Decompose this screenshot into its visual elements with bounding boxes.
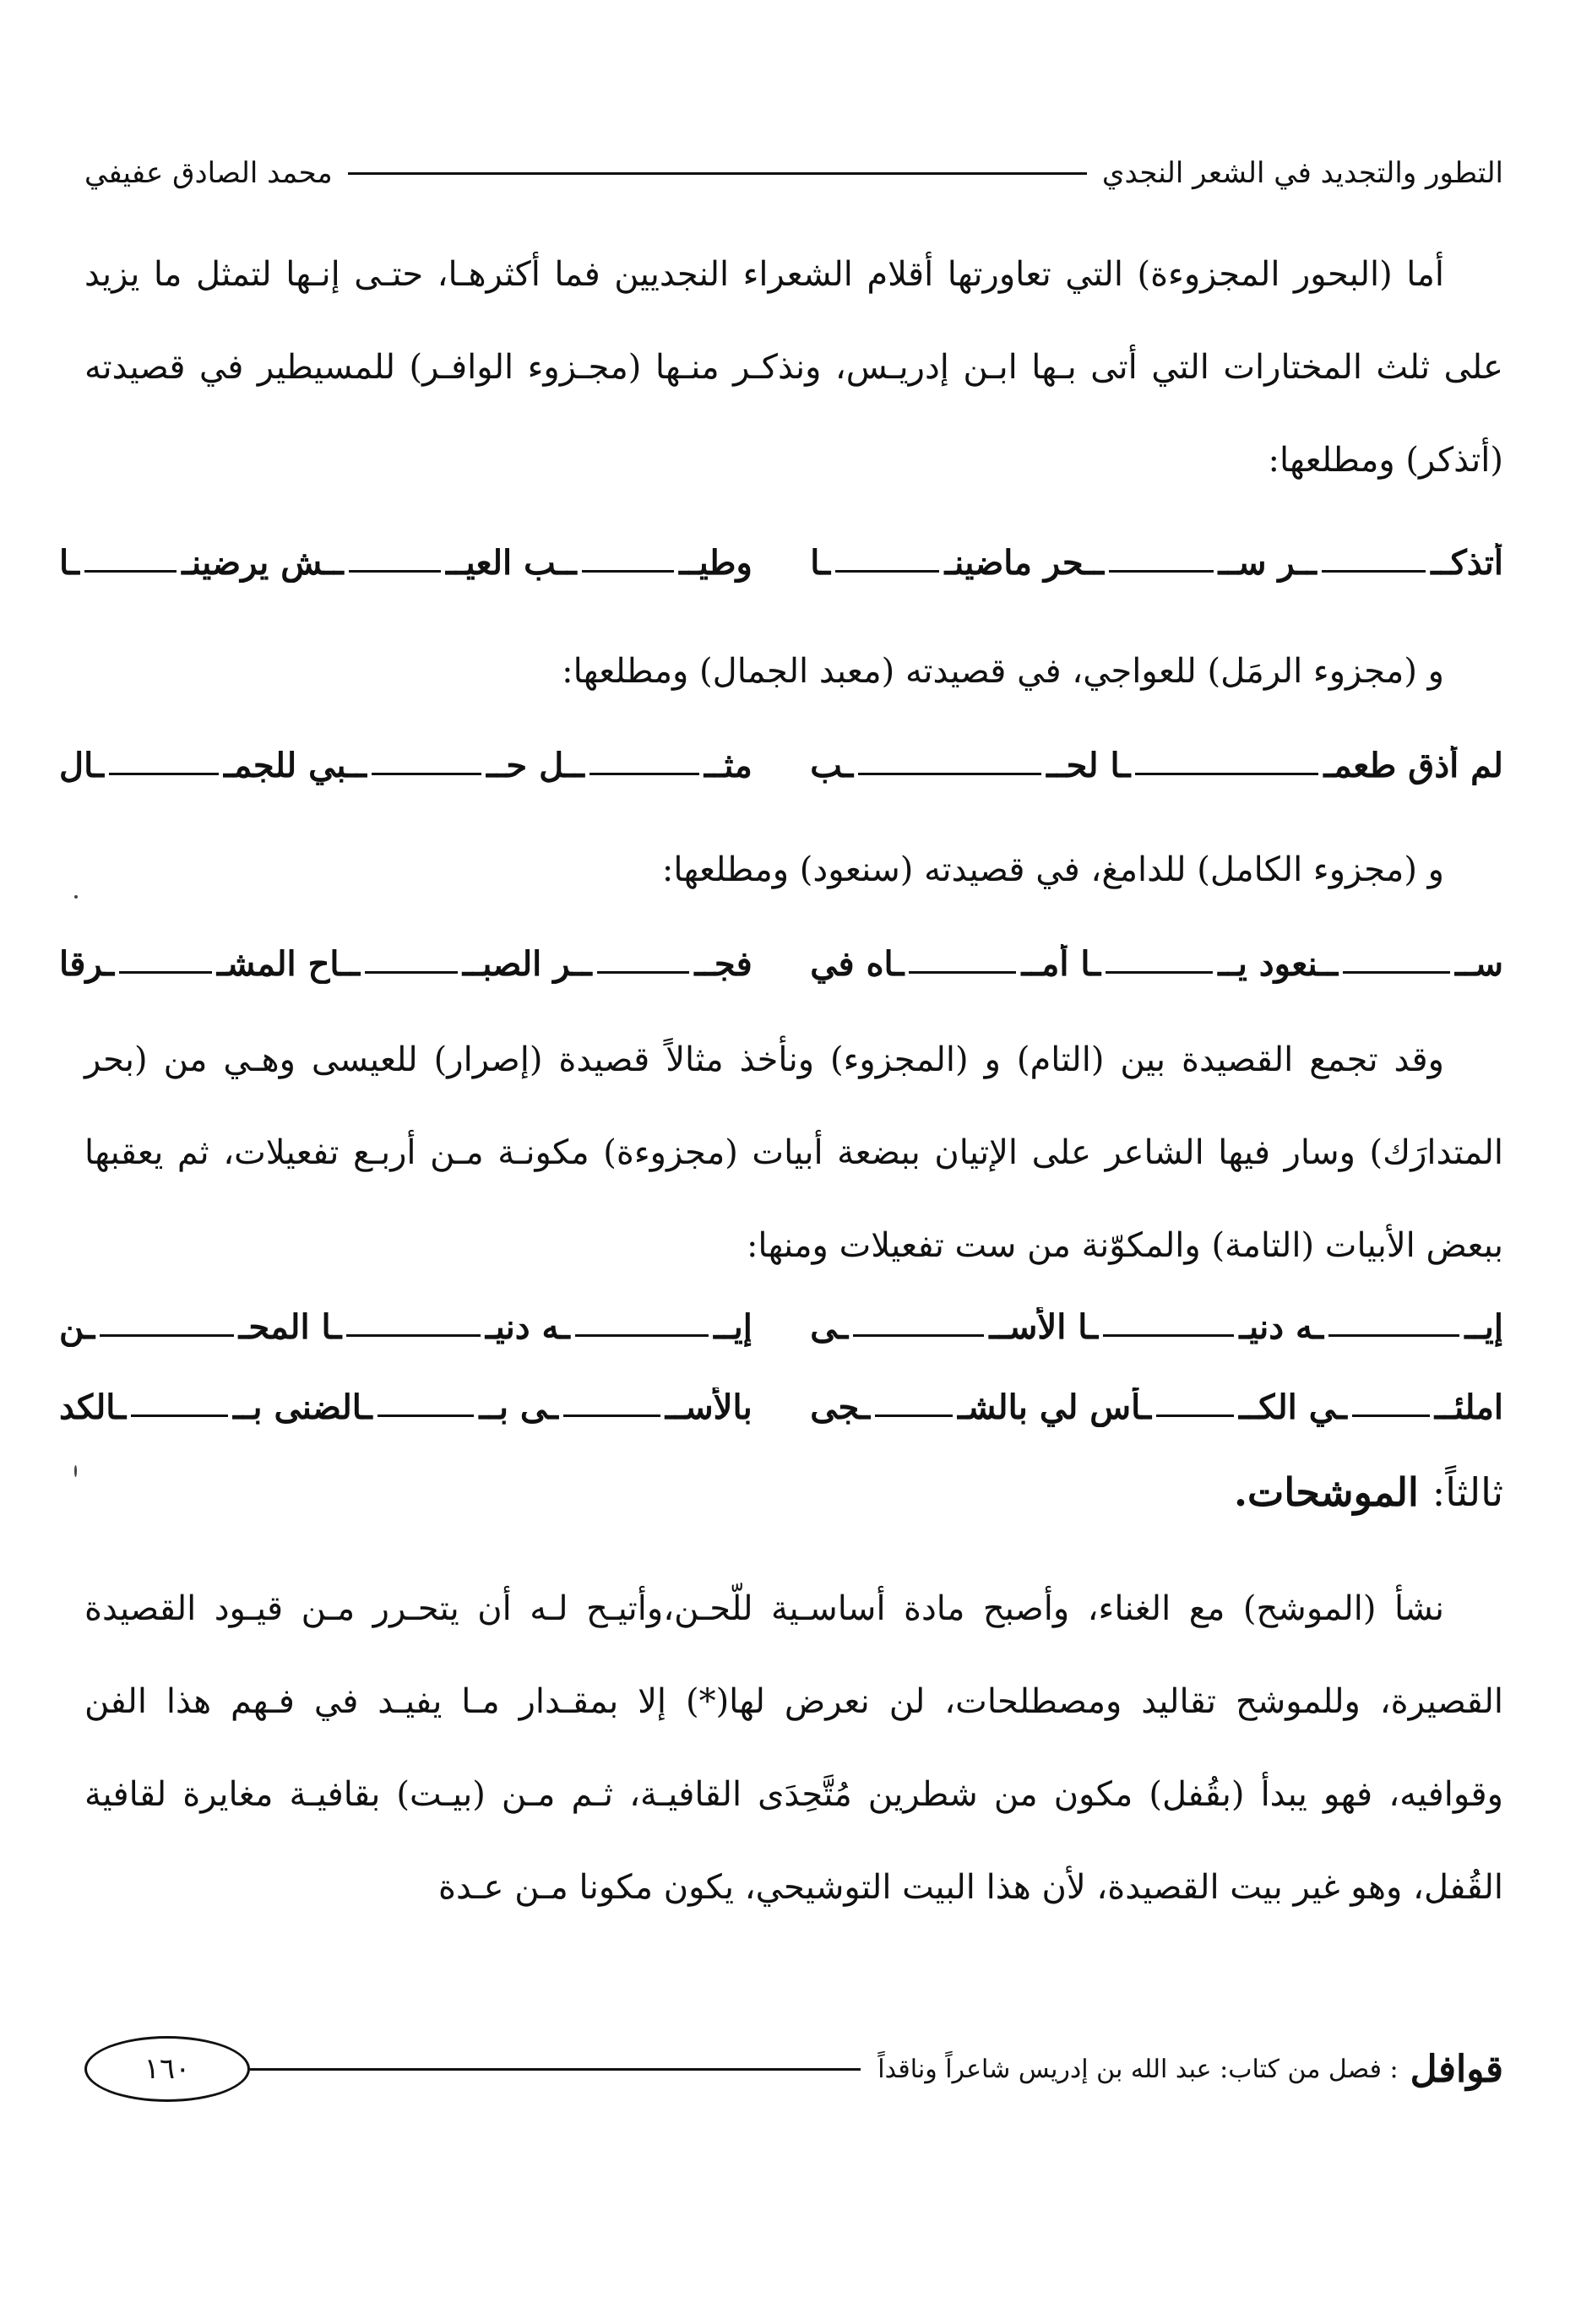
footer-brand: قوافل (1410, 2047, 1503, 2091)
verse-4-second-hemistich: إيــ ـه دنيـ ـا المحـ ـن (59, 1307, 752, 1347)
footer-source-text: : فصل من كتاب: عبد الله بن إدريس شاعراً وناقداً (877, 2054, 1399, 2084)
footer-rule (250, 2068, 861, 2071)
verse-1-second-hemistich: وطيــ ــب العيــ ــش يرضينـ ـا (59, 543, 752, 583)
verse-2-second-hemistich: مثــ ــل حــ ــبي للجمـ ـال (59, 746, 752, 785)
book-title: التطور والتجديد في الشعر النجدي (1101, 156, 1503, 190)
section-title: الموشحات. (1234, 1469, 1419, 1515)
verse-3-second-hemistich: فجــ ــر الصبــ ــاح المشـ ـرقا (59, 944, 752, 984)
verse-line-2 (59, 718, 1503, 785)
verse-line-4 (59, 1279, 1503, 1347)
verse-line-3 (59, 916, 1503, 984)
paragraph-4: وقد تجمع القصيدة بين (التام) و (المجزوء) ونأخذ مثالاً قصيدة (إصرار) للعيسى وهـي من (بحر المتدارَك) وسار فيها الشاعر على الإتيان ببضعة أبيات (مجزوءة) مكونـة مـن أربـع تفعيلات، ثم يعقبها ببعض الأبيات (التامة) والمكوّنة من ست تفعيلات ومنها: (84, 1040, 1503, 1265)
verse-line-1 (59, 515, 1503, 583)
page-number: ١٦٠ (84, 2036, 250, 2102)
author-name: محمد الصادق عفيفي (84, 156, 333, 190)
running-header (84, 144, 1503, 203)
scan-speck (74, 1465, 77, 1477)
section-heading (1234, 1469, 1503, 1515)
page-footer (84, 2031, 1503, 2107)
paragraph-1: أما (البحور المجزوءة) التي تعاورتها أقلام الشعراء النجديين فما أكثرهـا، حتـى إنـها لتمثل ما يزيد على ثلث المختارات التي أتى بـها ابـن إدريـس، ونذكـر منـها (مجـزوء الوافـر) للمسيطير في قصيدته (أتذكر) ومطلعها: (84, 255, 1503, 480)
verse-4-first-hemistich: إيــ ـه دنيـ ـا الأســ ـى (810, 1307, 1503, 1347)
scan-speck (74, 895, 78, 899)
verse-5-second-hemistich: بالأســ ـى بــ ـالضنى بــ ـالكد (59, 1387, 752, 1427)
section-number: ثالثاً: (1432, 1469, 1503, 1515)
paragraph-5: نشأ (الموشح) مع الغناء، وأصبح مادة أساسـية للّحـن،وأتيـح لـه أن يتحـرر مـن قيـود القصيدة القصيرة، وللموشح تقاليد ومصطلحات، لن نعرض لها(*) إلا بمقـدار مـا يفيـد في فـهم هذا الفن وقوافيه، فهو يبدأ (بقُفل) مكون من شطرين مُتَّحِدَى القافيـة، ثـم مـن (بيـت) بقافيـة مغايرة لقافية القُفل، وهو غير بيت القصيدة، لأن هذا البيت التوشيحي، يكون مكونا مـن عـدة (84, 1589, 1503, 1907)
verse-1-first-hemistich: أتذكــ ــر ســ ــحر ماضينـ ـا (810, 543, 1503, 583)
header-rule (348, 172, 1087, 175)
verse-line-5 (59, 1360, 1503, 1427)
verse-3-first-hemistich: ســ ــنعود يــ ـا أمــ ـاه في (810, 944, 1503, 984)
paragraph-3: و (مجزوء الكامل) للدامغ، في قصيدته (سنعود) ومطلعها: (661, 850, 1444, 889)
paragraph-2: و (مجزوء الرمَل) للعواجي، في قصيدته (معبد الجمال) ومطلعها: (562, 652, 1444, 691)
verse-5-first-hemistich: املئــ ـي الكــ ـأس لي بالشـ ـجى (810, 1387, 1503, 1427)
verse-2-first-hemistich: لم أذق طعمـ ـا لحــ ـب (810, 746, 1503, 785)
